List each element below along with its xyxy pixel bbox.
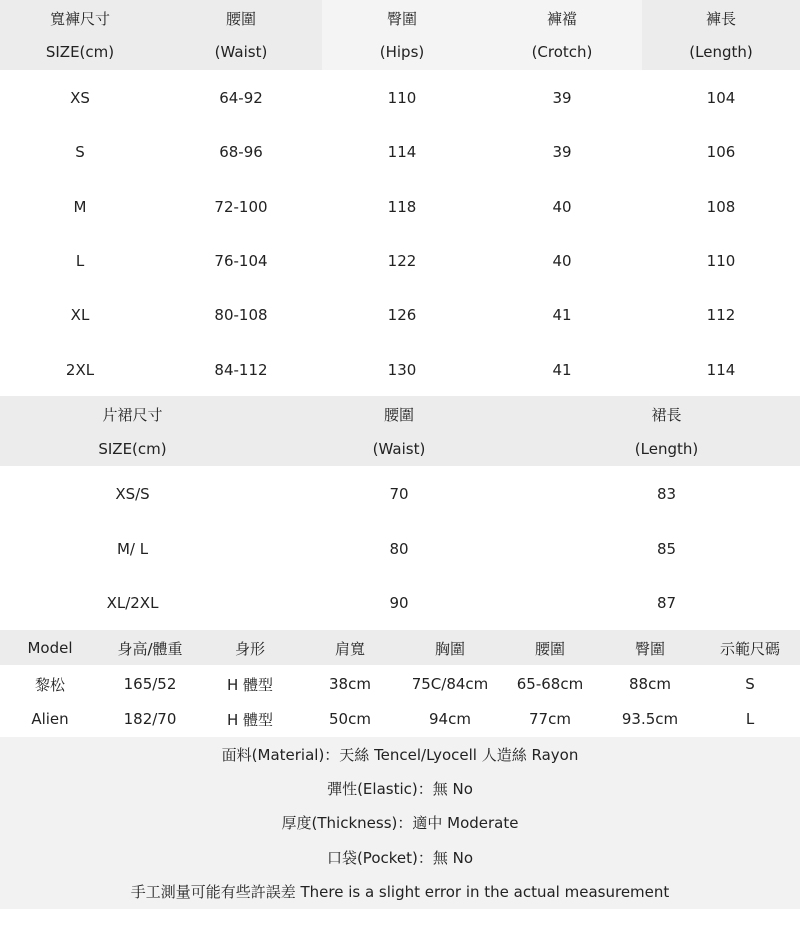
model-cell: 93.5cm (621, 710, 679, 728)
skirt-cell: M/ L (116, 540, 149, 558)
pants-cell: S (75, 143, 85, 161)
pants-cell: 104 (706, 89, 736, 107)
table-row (0, 589, 800, 617)
pants-cell: 41 (552, 361, 572, 379)
table-row (0, 480, 800, 508)
table-row (0, 247, 800, 275)
model-cell: 黎松 (34, 675, 65, 694)
skirt-cell: 87 (656, 594, 677, 612)
skirt-cell: XS/S (115, 485, 150, 503)
pants-cell: 114 (387, 143, 417, 161)
model-header-row (0, 634, 800, 662)
pants-header-crotch-en: (Crotch) (531, 43, 593, 61)
skirt-header-size-en: SIZE(cm) (98, 440, 167, 458)
model-cell: Alien (31, 710, 69, 728)
skirt-cell: 90 (389, 594, 409, 612)
pants-cell: XL (70, 306, 90, 324)
model-cell: 88cm (629, 675, 671, 693)
model-cell: H 體型 (226, 675, 274, 694)
note-disclaimer: 手工測量可能有些許誤差 There is a slight error in the actual measurement (130, 883, 670, 901)
pants-cell: 112 (706, 306, 736, 324)
model-cell: 182/70 (123, 710, 177, 728)
pants-cell: 130 (387, 361, 417, 379)
pants-cell: 72-100 (214, 198, 268, 216)
pants-cell: 64-92 (219, 89, 263, 107)
table-row (0, 356, 800, 384)
model-cell: S (745, 675, 755, 693)
pants-cell: 106 (706, 143, 736, 161)
pants-header-en-row (0, 38, 800, 66)
model-header-cell: 身形 (234, 639, 265, 658)
pants-cell: 39 (552, 89, 572, 107)
skirt-cell: 83 (656, 485, 677, 503)
pants-cell: 40 (552, 198, 572, 216)
model-header-cell: 肩寬 (334, 639, 365, 658)
pants-header-size-en: SIZE(cm) (45, 43, 115, 61)
table-row (0, 84, 800, 112)
pants-cell: XS (70, 89, 90, 107)
note-material: 面料(Material)：天絲 Tencel/Lyocell 人造絲 Rayon (221, 746, 579, 764)
skirt-header-length: 裙長 (651, 405, 682, 424)
table-row (0, 670, 800, 698)
note-pocket: 口袋(Pocket)：無 No (326, 849, 474, 867)
skirt-cell: 80 (389, 540, 409, 558)
model-header-cell: 臀圍 (634, 639, 665, 658)
model-header-cell: 胸圍 (434, 639, 465, 658)
pants-cell: 39 (552, 143, 572, 161)
pants-cell: L (75, 252, 85, 270)
model-header-cell: 身高/體重 (117, 639, 183, 658)
skirt-header-length-en: (Length) (634, 440, 699, 458)
skirt-header-waist-en: (Waist) (372, 440, 426, 458)
pants-cell: 80-108 (214, 306, 268, 324)
pants-cell: 76-104 (214, 252, 268, 270)
model-cell: 75C/84cm (411, 675, 489, 693)
model-header-cell: 腰圍 (534, 639, 565, 658)
pants-cell: 108 (706, 198, 736, 216)
model-header-cell: Model (27, 639, 73, 657)
model-cell: 38cm (329, 675, 371, 693)
pants-cell: 110 (387, 89, 417, 107)
model-header-cell: 示範尺碼 (719, 639, 780, 658)
model-cell: 165/52 (123, 675, 177, 693)
table-row (0, 193, 800, 221)
pants-cell: 126 (387, 306, 417, 324)
note-thickness: 厚度(Thickness)：適中 Moderate (281, 814, 519, 832)
table-row (0, 535, 800, 563)
skirt-header-waist: 腰圍 (383, 405, 414, 424)
pants-header-waist: 腰圍 (225, 9, 256, 28)
model-cell: 50cm (329, 710, 371, 728)
pants-header-cn-row (0, 4, 800, 32)
pants-header-size: 寬褲尺寸 (49, 9, 110, 28)
model-cell: 77cm (529, 710, 571, 728)
table-row (0, 138, 800, 166)
pants-cell: 110 (706, 252, 736, 270)
model-cell: 65-68cm (516, 675, 584, 693)
skirt-header-en-row (0, 435, 800, 463)
pants-header-length: 褲長 (705, 9, 736, 28)
pants-cell: 114 (706, 361, 736, 379)
skirt-cell: 70 (389, 485, 409, 503)
pants-cell: 68-96 (219, 143, 263, 161)
table-row (0, 301, 800, 329)
pants-header-hips-en: (Hips) (379, 43, 425, 61)
note-elastic: 彈性(Elastic)：無 No (327, 780, 473, 798)
model-cell: H 體型 (226, 710, 274, 729)
pants-header-crotch: 褲襠 (546, 9, 577, 28)
skirt-header-cn-row (0, 400, 800, 428)
skirt-cell: XL/2XL (106, 594, 159, 612)
skirt-header-size: 片裙尺寸 (102, 405, 163, 424)
pants-header-length-en: (Length) (689, 43, 753, 61)
table-row (0, 705, 800, 733)
model-cell: 94cm (429, 710, 471, 728)
pants-cell: 84-112 (214, 361, 268, 379)
pants-cell: M (73, 198, 87, 216)
pants-header-waist-en: (Waist) (214, 43, 268, 61)
pants-cell: 40 (552, 252, 572, 270)
model-cell: L (745, 710, 755, 728)
pants-cell: 41 (552, 306, 572, 324)
pants-cell: 2XL (65, 361, 95, 379)
skirt-cell: 85 (656, 540, 677, 558)
pants-header-hips: 臀圍 (386, 9, 417, 28)
pants-cell: 118 (387, 198, 417, 216)
pants-cell: 122 (387, 252, 417, 270)
